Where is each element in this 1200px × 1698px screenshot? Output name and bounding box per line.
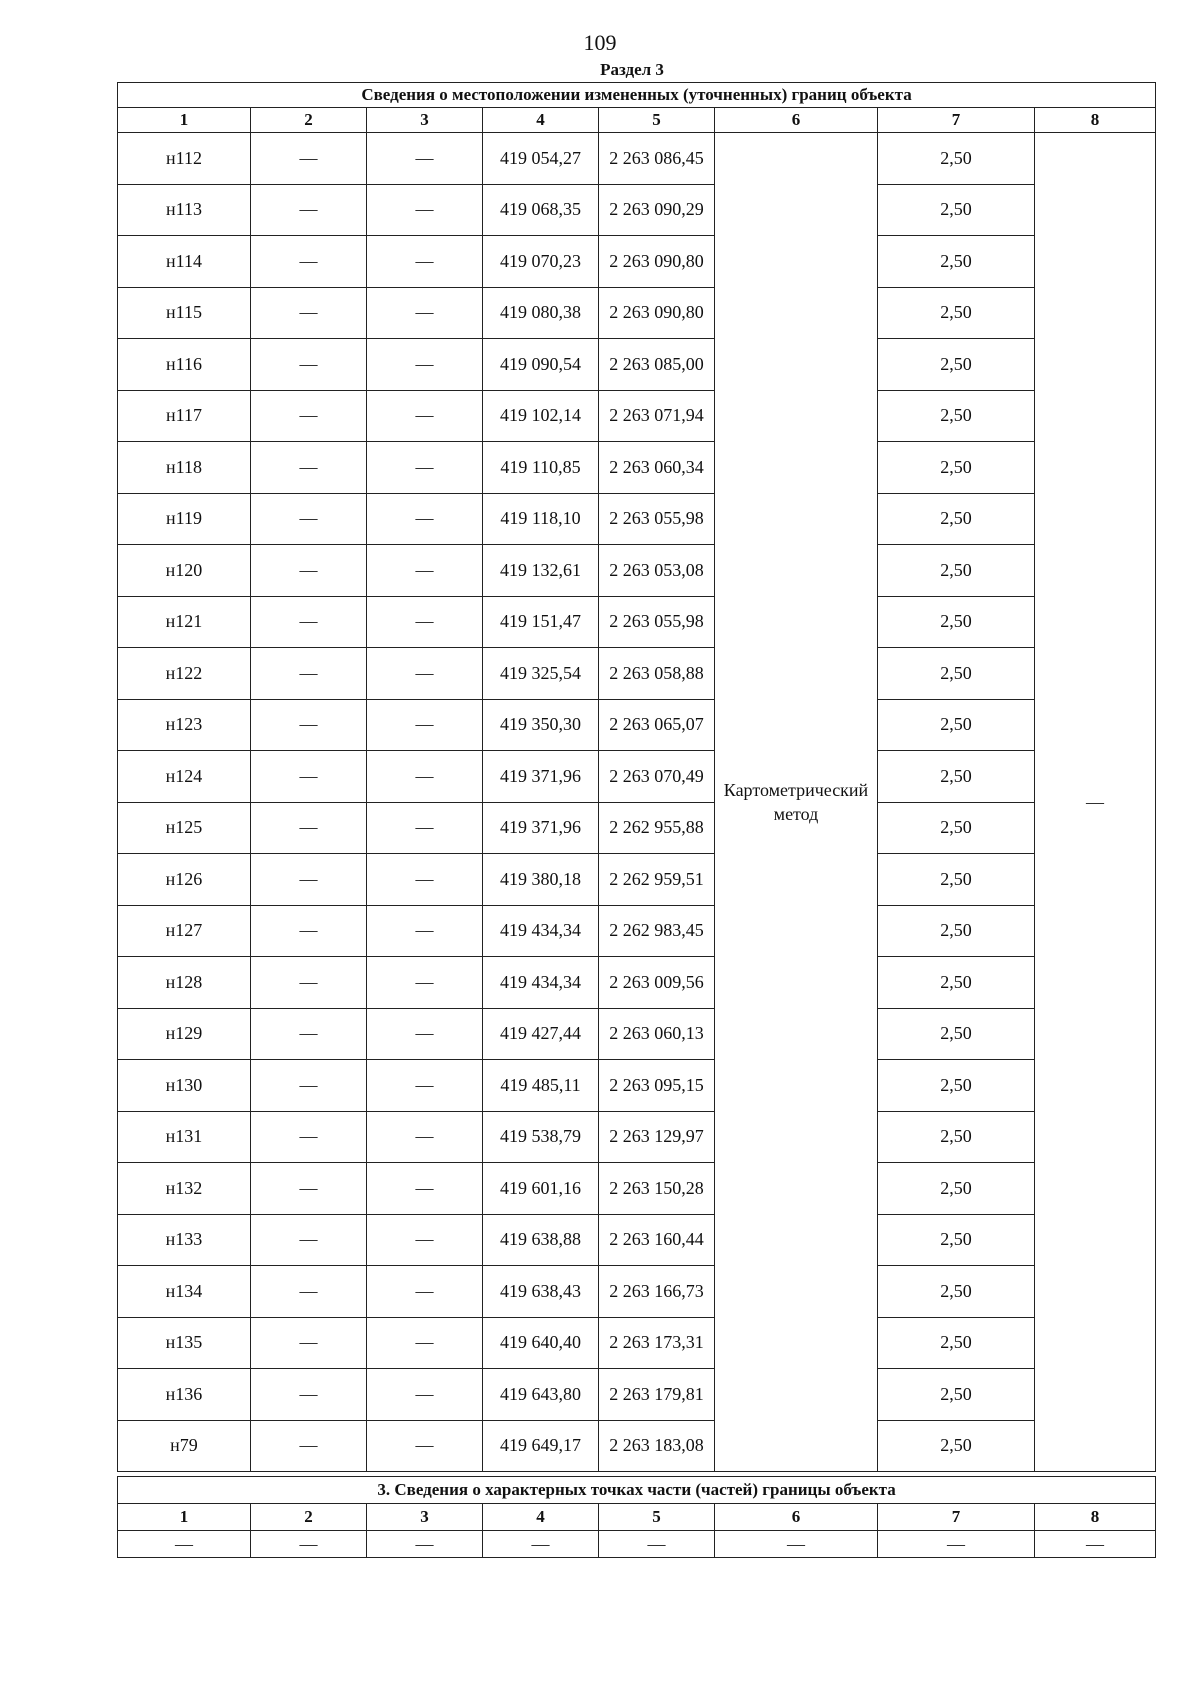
column-3-value: — — [367, 236, 483, 288]
table-row — [118, 854, 1156, 906]
x-coordinate: 419 110,85 — [483, 442, 599, 494]
column-2-value: — — [251, 1369, 367, 1421]
y-coordinate: 2 263 009,56 — [599, 957, 715, 1009]
y-coordinate: 2 262 955,88 — [599, 802, 715, 854]
empty-value: — — [1035, 1531, 1156, 1558]
column-3-value: — — [367, 339, 483, 391]
point-name: н136 — [118, 1369, 251, 1421]
column-2-value: — — [251, 751, 367, 803]
empty-value: — — [367, 1531, 483, 1558]
table-row — [118, 236, 1156, 288]
accuracy-value: 2,50 — [878, 1266, 1035, 1318]
point-name: н79 — [118, 1420, 251, 1472]
accuracy-value: 2,50 — [878, 1420, 1035, 1472]
y-coordinate: 2 263 095,15 — [599, 1060, 715, 1112]
x-coordinate: 419 643,80 — [483, 1369, 599, 1421]
y-coordinate: 2 263 166,73 — [599, 1266, 715, 1318]
column-3-value: — — [367, 133, 483, 185]
point-name: н119 — [118, 493, 251, 545]
accuracy-value: 2,50 — [878, 905, 1035, 957]
subsection-caption-row — [118, 1477, 1156, 1504]
column-2-value: — — [251, 1111, 367, 1163]
point-name: н135 — [118, 1317, 251, 1369]
column-2-value: — — [251, 184, 367, 236]
point-name: н115 — [118, 287, 251, 339]
table-row — [118, 184, 1156, 236]
table-row — [118, 339, 1156, 391]
empty-value: — — [251, 1531, 367, 1558]
accuracy-value: 2,50 — [878, 1060, 1035, 1112]
table-row — [118, 751, 1156, 803]
column-2-value: — — [251, 1214, 367, 1266]
x-coordinate: 419 649,17 — [483, 1420, 599, 1472]
table-row — [118, 1214, 1156, 1266]
x-coordinate: 419 427,44 — [483, 1008, 599, 1060]
accuracy-value: 2,50 — [878, 442, 1035, 494]
y-coordinate: 2 263 090,29 — [599, 184, 715, 236]
column-3-value: — — [367, 390, 483, 442]
y-coordinate: 2 263 090,80 — [599, 236, 715, 288]
column-3-value: — — [367, 184, 483, 236]
accuracy-value: 2,50 — [878, 1008, 1035, 1060]
column-2-value: — — [251, 802, 367, 854]
accuracy-value: 2,50 — [878, 493, 1035, 545]
column-2-value: — — [251, 339, 367, 391]
point-name: н129 — [118, 1008, 251, 1060]
table-row — [118, 1266, 1156, 1318]
page-number: 109 — [583, 30, 617, 55]
column-2-value: — — [251, 133, 367, 185]
y-coordinate: 2 263 086,45 — [599, 133, 715, 185]
y-coordinate: 2 263 065,07 — [599, 699, 715, 751]
point-name: н112 — [118, 133, 251, 185]
table-row — [118, 596, 1156, 648]
column-3-value: — — [367, 905, 483, 957]
column-number: 1 — [118, 1504, 251, 1531]
empty-value: — — [118, 1531, 251, 1558]
column-number: 6 — [715, 108, 878, 133]
column-2-value: — — [251, 1008, 367, 1060]
table-row — [118, 1008, 1156, 1060]
accuracy-value: 2,50 — [878, 596, 1035, 648]
y-coordinate: 2 263 129,97 — [599, 1111, 715, 1163]
x-coordinate: 419 325,54 — [483, 648, 599, 700]
point-name: н131 — [118, 1111, 251, 1163]
accuracy-value: 2,50 — [878, 133, 1035, 185]
accuracy-value: 2,50 — [878, 802, 1035, 854]
column-3-value: — — [367, 1008, 483, 1060]
column-2-value: — — [251, 648, 367, 700]
column-2-value: — — [251, 236, 367, 288]
column-2-value: — — [251, 596, 367, 648]
table-row — [118, 287, 1156, 339]
column-3-value: — — [367, 1266, 483, 1318]
column-number: 1 — [118, 108, 251, 133]
x-coordinate: 419 132,61 — [483, 545, 599, 597]
column-3-value: — — [367, 1420, 483, 1472]
accuracy-value: 2,50 — [878, 751, 1035, 803]
subsection-empty-row — [118, 1531, 1156, 1558]
y-coordinate: 2 263 053,08 — [599, 545, 715, 597]
column-number: 2 — [251, 108, 367, 133]
column-3-value: — — [367, 1111, 483, 1163]
column-2-value: — — [251, 854, 367, 906]
empty-value: — — [599, 1531, 715, 1558]
point-name: н118 — [118, 442, 251, 494]
boundary-coordinates-table — [117, 82, 1156, 1472]
empty-value: — — [483, 1531, 599, 1558]
accuracy-value: 2,50 — [878, 1163, 1035, 1215]
column-2-value: — — [251, 1317, 367, 1369]
table-caption: Сведения о местоположении измененных (уточненных) границ объекта — [118, 83, 1156, 108]
column-2-value: — — [251, 442, 367, 494]
x-coordinate: 419 068,35 — [483, 184, 599, 236]
y-coordinate: 2 263 055,98 — [599, 493, 715, 545]
point-name: н133 — [118, 1214, 251, 1266]
column-8-value: — — [1035, 133, 1156, 1472]
table-caption-row — [118, 83, 1156, 108]
column-number-row — [118, 108, 1156, 133]
x-coordinate: 419 151,47 — [483, 596, 599, 648]
subsection-column-number-row — [118, 1504, 1156, 1531]
accuracy-value: 2,50 — [878, 957, 1035, 1009]
table-row — [118, 1111, 1156, 1163]
x-coordinate: 419 090,54 — [483, 339, 599, 391]
y-coordinate: 2 263 060,34 — [599, 442, 715, 494]
column-3-value: — — [367, 1163, 483, 1215]
x-coordinate: 419 638,43 — [483, 1266, 599, 1318]
empty-value: — — [878, 1531, 1035, 1558]
column-2-value: — — [251, 287, 367, 339]
column-2-value: — — [251, 390, 367, 442]
x-coordinate: 419 118,10 — [483, 493, 599, 545]
column-number: 5 — [599, 1504, 715, 1531]
column-3-value: — — [367, 287, 483, 339]
y-coordinate: 2 263 058,88 — [599, 648, 715, 700]
column-3-value: — — [367, 596, 483, 648]
x-coordinate: 419 538,79 — [483, 1111, 599, 1163]
x-coordinate: 419 380,18 — [483, 854, 599, 906]
accuracy-value: 2,50 — [878, 545, 1035, 597]
accuracy-value: 2,50 — [878, 854, 1035, 906]
table-row — [118, 802, 1156, 854]
column-2-value: — — [251, 957, 367, 1009]
column-2-value: — — [251, 1060, 367, 1112]
column-number: 6 — [715, 1504, 878, 1531]
accuracy-value: 2,50 — [878, 1111, 1035, 1163]
column-number: 4 — [483, 1504, 599, 1531]
point-name: н130 — [118, 1060, 251, 1112]
y-coordinate: 2 262 983,45 — [599, 905, 715, 957]
y-coordinate: 2 262 959,51 — [599, 854, 715, 906]
table-row — [118, 1060, 1156, 1112]
column-3-value: — — [367, 1317, 483, 1369]
table-row — [118, 1420, 1156, 1472]
x-coordinate: 419 434,34 — [483, 957, 599, 1009]
table-row — [118, 1163, 1156, 1215]
table-row — [118, 493, 1156, 545]
y-coordinate: 2 263 183,08 — [599, 1420, 715, 1472]
point-name: н116 — [118, 339, 251, 391]
y-coordinate: 2 263 179,81 — [599, 1369, 715, 1421]
part-boundary-table — [117, 1476, 1156, 1558]
y-coordinate: 2 263 090,80 — [599, 287, 715, 339]
column-number: 5 — [599, 108, 715, 133]
x-coordinate: 419 601,16 — [483, 1163, 599, 1215]
column-number: 8 — [1035, 1504, 1156, 1531]
point-name: н134 — [118, 1266, 251, 1318]
y-coordinate: 2 263 055,98 — [599, 596, 715, 648]
x-coordinate: 419 640,40 — [483, 1317, 599, 1369]
column-2-value: — — [251, 545, 367, 597]
table-row — [118, 957, 1156, 1009]
accuracy-value: 2,50 — [878, 1214, 1035, 1266]
column-2-value: — — [251, 493, 367, 545]
y-coordinate: 2 263 070,49 — [599, 751, 715, 803]
accuracy-value: 2,50 — [878, 648, 1035, 700]
column-3-value: — — [367, 957, 483, 1009]
column-3-value: — — [367, 648, 483, 700]
x-coordinate: 419 080,38 — [483, 287, 599, 339]
accuracy-value: 2,50 — [878, 390, 1035, 442]
point-name: н117 — [118, 390, 251, 442]
y-coordinate: 2 263 160,44 — [599, 1214, 715, 1266]
x-coordinate: 419 350,30 — [483, 699, 599, 751]
y-coordinate: 2 263 071,94 — [599, 390, 715, 442]
x-coordinate: 419 638,88 — [483, 1214, 599, 1266]
table-row — [118, 1317, 1156, 1369]
accuracy-value: 2,50 — [878, 236, 1035, 288]
section-title: Раздел 3 — [600, 60, 664, 79]
y-coordinate: 2 263 085,00 — [599, 339, 715, 391]
x-coordinate: 419 102,14 — [483, 390, 599, 442]
point-name: н120 — [118, 545, 251, 597]
point-name: н122 — [118, 648, 251, 700]
table-row — [118, 390, 1156, 442]
column-number: 7 — [878, 1504, 1035, 1531]
point-name: н127 — [118, 905, 251, 957]
subsection-caption: 3. Сведения о характерных точках части (частей) границы объекта — [118, 1477, 1156, 1504]
point-name: н132 — [118, 1163, 251, 1215]
column-number: 3 — [367, 108, 483, 133]
point-name: н123 — [118, 699, 251, 751]
column-3-value: — — [367, 1060, 483, 1112]
column-number: 7 — [878, 108, 1035, 133]
column-number: 4 — [483, 108, 599, 133]
accuracy-value: 2,50 — [878, 287, 1035, 339]
point-name: н113 — [118, 184, 251, 236]
point-name: н121 — [118, 596, 251, 648]
column-3-value: — — [367, 802, 483, 854]
x-coordinate: 419 054,27 — [483, 133, 599, 185]
point-name: н126 — [118, 854, 251, 906]
point-name: н124 — [118, 751, 251, 803]
x-coordinate: 419 485,11 — [483, 1060, 599, 1112]
point-name: н114 — [118, 236, 251, 288]
y-coordinate: 2 263 150,28 — [599, 1163, 715, 1215]
column-2-value: — — [251, 699, 367, 751]
column-number: 8 — [1035, 108, 1156, 133]
column-3-value: — — [367, 442, 483, 494]
accuracy-value: 2,50 — [878, 184, 1035, 236]
column-2-value: — — [251, 1163, 367, 1215]
table-row — [118, 1369, 1156, 1421]
x-coordinate: 419 434,34 — [483, 905, 599, 957]
column-2-value: — — [251, 1266, 367, 1318]
table-row — [118, 133, 1156, 185]
table-row — [118, 905, 1156, 957]
table-row — [118, 699, 1156, 751]
column-3-value: — — [367, 751, 483, 803]
accuracy-value: 2,50 — [878, 339, 1035, 391]
table-row — [118, 648, 1156, 700]
column-2-value: — — [251, 905, 367, 957]
column-3-value: — — [367, 545, 483, 597]
column-number: 3 — [367, 1504, 483, 1531]
column-3-value: — — [367, 493, 483, 545]
table-row — [118, 442, 1156, 494]
accuracy-value: 2,50 — [878, 1369, 1035, 1421]
y-coordinate: 2 263 060,13 — [599, 1008, 715, 1060]
x-coordinate: 419 371,96 — [483, 751, 599, 803]
column-3-value: — — [367, 1214, 483, 1266]
column-3-value: — — [367, 699, 483, 751]
accuracy-value: 2,50 — [878, 699, 1035, 751]
point-name: н125 — [118, 802, 251, 854]
column-number: 2 — [251, 1504, 367, 1531]
x-coordinate: 419 371,96 — [483, 802, 599, 854]
column-3-value: — — [367, 854, 483, 906]
column-2-value: — — [251, 1420, 367, 1472]
column-3-value: — — [367, 1369, 483, 1421]
table-row — [118, 545, 1156, 597]
accuracy-value: 2,50 — [878, 1317, 1035, 1369]
x-coordinate: 419 070,23 — [483, 236, 599, 288]
point-name: н128 — [118, 957, 251, 1009]
method-cell: Картометрический метод — [715, 133, 878, 1472]
empty-value: — — [715, 1531, 878, 1558]
y-coordinate: 2 263 173,31 — [599, 1317, 715, 1369]
